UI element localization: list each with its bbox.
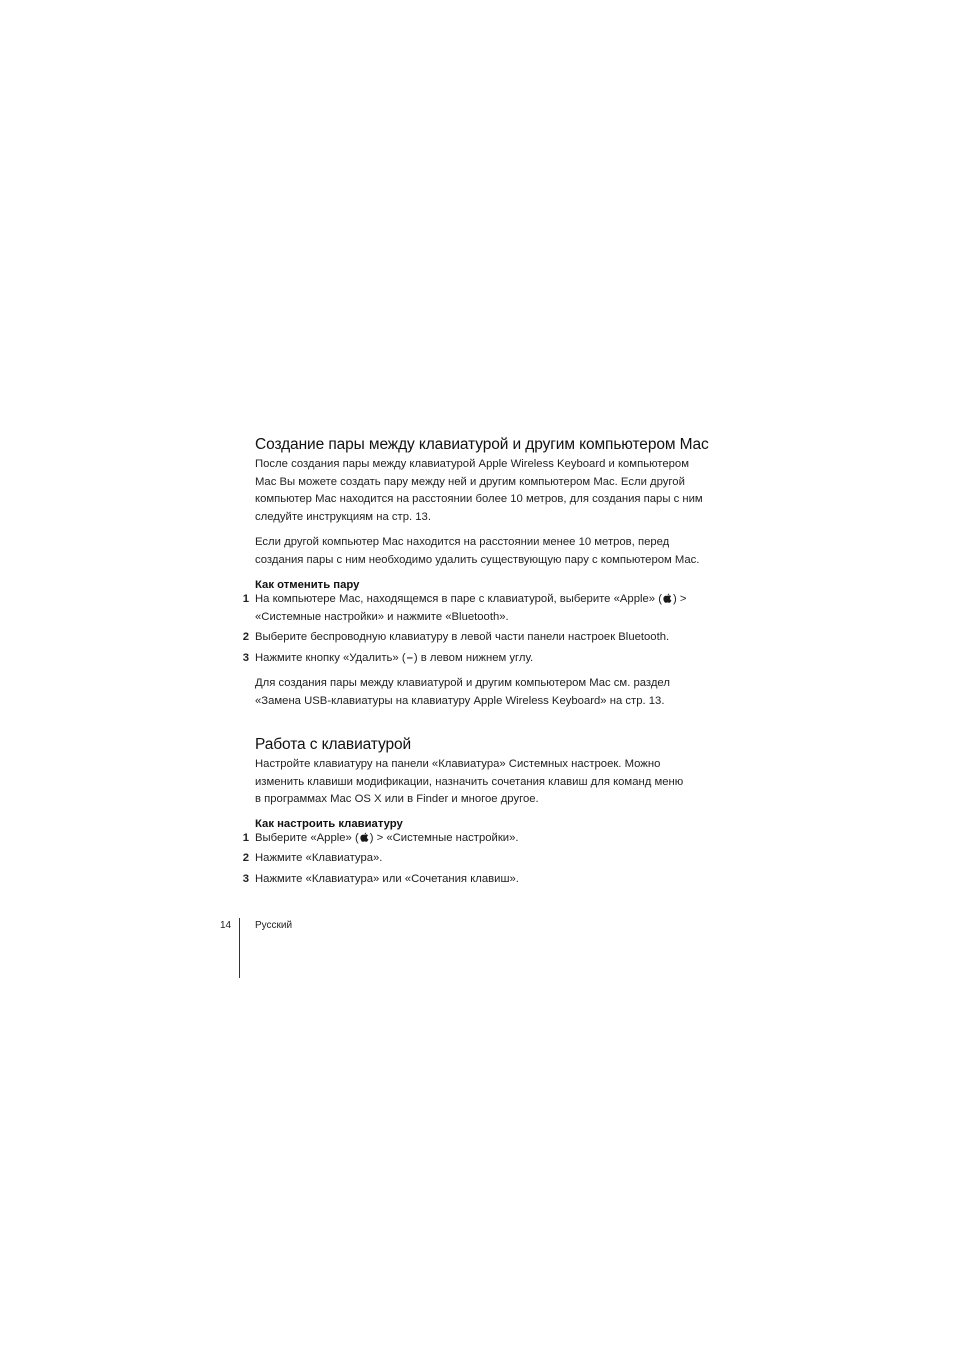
text-line: Выберите беспроводную клавиатуру в левой части панели настроек Bluetooth. — [255, 631, 670, 643]
footer-divider — [239, 918, 240, 978]
step-text-part: На компьютере Mac, находящемся в паре с клавиатурой, выберите «Apple» ( — [255, 593, 662, 605]
section-title-pairing: Создание пары между клавиатурой и другим компьютером Mac — [255, 436, 709, 453]
footer-language: Русский — [255, 920, 293, 931]
text-line — [255, 650, 533, 668]
minus-icon: – — [406, 652, 413, 664]
paragraph-pairing-distance — [255, 534, 735, 569]
subheading-configure: Как настроить клавиатуру — [255, 818, 403, 830]
paragraph-keyboard-intro — [255, 756, 735, 809]
text-line: Настройте клавиатуру на панели «Клавиатура» Системных настроек. Можно — [255, 758, 661, 770]
step-text — [255, 591, 686, 626]
text-line: Для создания пары между клавиатурой и другим компьютером Mac см. раздел — [255, 677, 670, 689]
step-text — [255, 650, 533, 668]
step-text-part: ) > — [672, 593, 687, 605]
text-line: Если другой компьютер Mac находится на расстоянии менее 10 метров, перед — [255, 536, 670, 548]
subheading-unpair: Как отменить пару — [255, 579, 360, 591]
text-line: Mac Вы можете создать пару между ней и другим компьютером Mac. Если другой — [255, 475, 685, 488]
text-line: После создания пары между клавиатурой Apple Wireless Keyboard и компьютером — [255, 458, 689, 470]
text-line: в программах Mac OS X или в Finder и многое другое. — [255, 793, 539, 806]
text-line — [255, 591, 686, 609]
text-line: создания пары с ним необходимо удалить существующую пару с компьютером Mac. — [255, 553, 700, 566]
text-line: «Системные настройки» и нажмите «Bluetooth». — [255, 610, 509, 623]
step-text-part: ) > «Системные настройки». — [369, 832, 519, 844]
step-text — [255, 871, 519, 889]
apple-icon — [360, 832, 369, 842]
step-text — [255, 629, 669, 647]
text-line: «Замена USB-клавиатуры на клавиатуру Apple Wireless Keyboard» на стр. 13. — [255, 694, 665, 707]
step-number: 1 — [242, 593, 249, 605]
text-line: следуйте инструкциям на стр. 13. — [255, 510, 431, 523]
text-line — [255, 830, 519, 848]
section-title-keyboard: Работа с клавиатурой — [255, 736, 412, 753]
page-number: 14 — [220, 920, 232, 931]
apple-icon — [663, 593, 672, 603]
text-line: Нажмите «Клавиатура» или «Сочетания клавиш». — [255, 873, 519, 885]
text-line: компьютер Mac находится на расстоянии более 10 метров, для создания пары с ним — [255, 493, 703, 506]
step-text — [255, 850, 382, 868]
paragraph-pairing-reference — [255, 675, 735, 710]
step-number: 3 — [242, 652, 249, 664]
text-line: изменить клавиши модификации, назначить сочетания клавиш для команд меню — [255, 775, 684, 788]
step-number: 3 — [242, 873, 249, 885]
step-text — [255, 830, 519, 848]
step-number: 2 — [242, 852, 249, 864]
text-line: Нажмите «Клавиатура». — [255, 852, 383, 864]
step-text-part: ) в левом нижнем углу. — [413, 652, 534, 664]
step-text-part: Нажмите кнопку «Удалить» ( — [255, 652, 406, 664]
step-text-part: Выберите «Apple» ( — [255, 832, 359, 844]
step-number: 2 — [242, 631, 249, 643]
step-number: 1 — [242, 832, 249, 844]
paragraph-pairing-intro — [255, 456, 735, 526]
